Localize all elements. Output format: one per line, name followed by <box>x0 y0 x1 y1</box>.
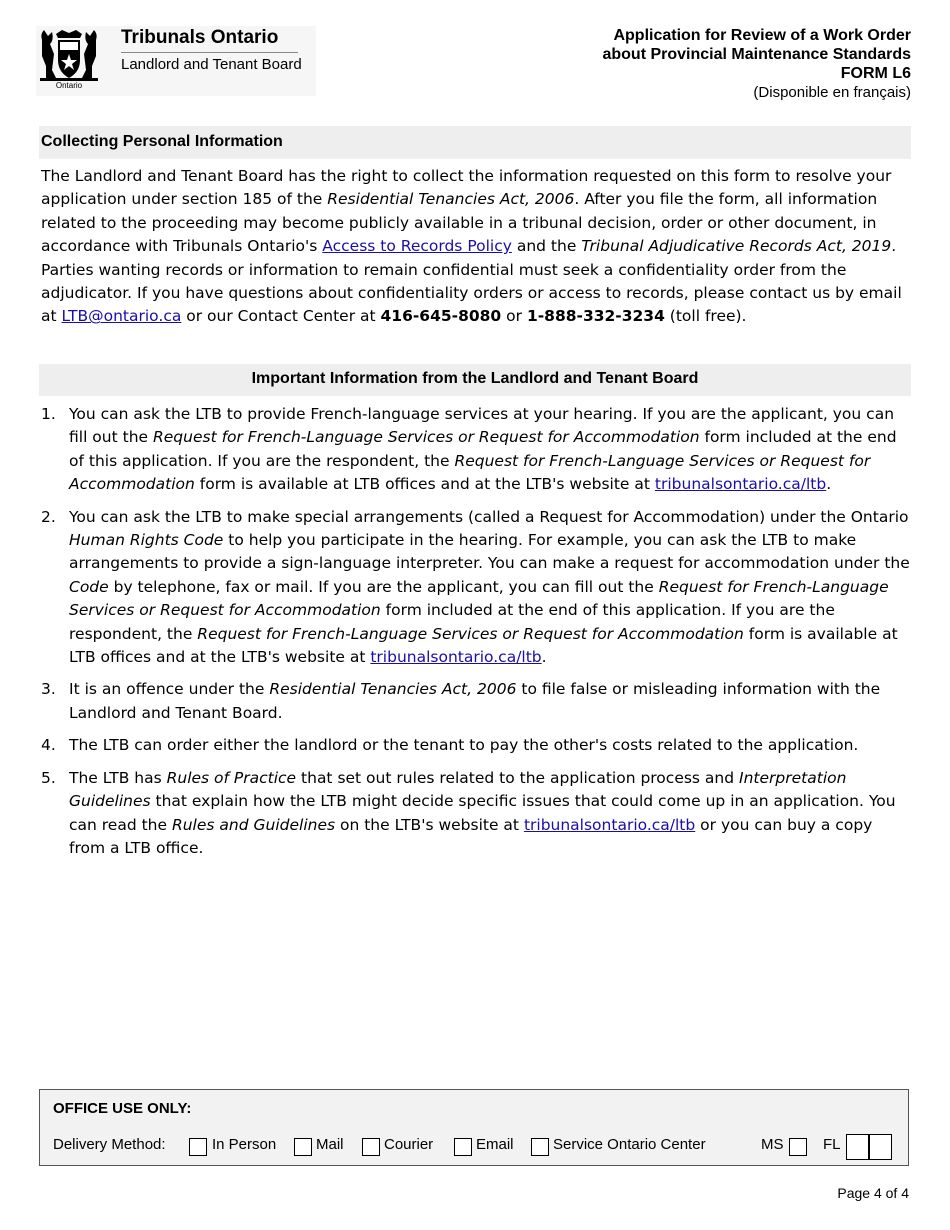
ms-label: MS <box>761 1136 784 1153</box>
in-person-checkbox[interactable] <box>189 1138 207 1156</box>
phone-local: 416-645-8080 <box>380 307 502 326</box>
section-heading-collecting: Collecting Personal Information <box>39 126 911 159</box>
office-use-box <box>39 1089 909 1166</box>
section-heading-important: Important Information from the Landlord and Tenant Board <box>39 364 911 396</box>
form-code: FORM L6 <box>840 65 911 82</box>
form-title <box>602 26 911 102</box>
delivery-method-label: Delivery Method: <box>53 1136 166 1153</box>
page-number: Page 4 of 4 <box>837 1185 909 1201</box>
fl-label: FL <box>823 1136 841 1153</box>
list-item: 5. The LTB has Rules of Practice that set out rules related to the application process and Interpretation Guidelines that explain how the LTB might decide specific issues that could come up in an application. You can read the Rules and Guidelines on the LTB's website at tribunalsontario.ca/ltb or you can buy a copy from a LTB office. <box>41 768 896 857</box>
page-header <box>0 0 950 110</box>
fl-input-box-2[interactable] <box>869 1134 892 1160</box>
form-title-line-1: Application for Review of a Work Order <box>613 27 911 44</box>
mail-checkbox[interactable] <box>294 1138 312 1156</box>
list-item: 2. You can ask the LTB to make special arrangements (called a Request for Accommodation) under the Ontario Human Rights Code to help you participate in the hearing. For example, you can ask the LTB to make arrangements to provide a sign-language interpreter. You can make a request for accommodation under the Code by telephone, fax or mail. If you are the applicant, you can fill out the Request for French-Language Services or Request for Accommodation form included at the end of this application. If you are the respondent, the Request for French-Language Services or Request for Accommodation form is available at LTB offices and at the LTB's website at tribunalsontario.ca/ltb. <box>41 507 910 667</box>
list-item: 1. You can ask the LTB to provide French-language services at your hearing. If you are the applicant, you can fill out the Request for French-Language Services or Request for Accommodation form included at the end of this application. If you are the respondent, the Request for French-Language Services or Request for Accommodation form is available at LTB offices and at the LTB's website at tribunalsontario.ca/ltb. <box>41 405 897 494</box>
mail-label: Mail <box>316 1136 344 1153</box>
ltb-website-link[interactable]: tribunalsontario.ca/ltb <box>523 815 696 834</box>
service-ontario-label: Service Ontario Center <box>553 1136 706 1153</box>
ltb-email-link[interactable]: LTB@ontario.ca <box>61 307 182 326</box>
fl-input-box-1[interactable] <box>846 1134 869 1160</box>
courier-checkbox[interactable] <box>362 1138 380 1156</box>
crest-label: Ontario <box>55 81 83 90</box>
access-to-records-link[interactable]: Access to Records Policy <box>322 237 512 256</box>
organization-name: Tribunals Ontario <box>121 27 279 48</box>
email-label: Email <box>476 1136 514 1153</box>
service-ontario-checkbox[interactable] <box>531 1138 549 1156</box>
list-item: 4. The LTB can order either the landlord or the tenant to pay the other's costs related to the application. <box>41 736 859 755</box>
ms-checkbox[interactable] <box>789 1138 807 1156</box>
board-name: Landlord and Tenant Board <box>121 56 302 73</box>
in-person-label: In Person <box>212 1136 277 1153</box>
ltb-website-link[interactable]: tribunalsontario.ca/ltb <box>654 475 827 494</box>
email-checkbox[interactable] <box>454 1138 472 1156</box>
courier-label: Courier <box>384 1136 434 1153</box>
office-use-title: OFFICE USE ONLY: <box>53 1100 192 1117</box>
phone-tollfree: 1-888-332-3234 <box>526 307 665 326</box>
tribunals-ontario-logo <box>36 26 316 96</box>
form-title-line-2: about Provincial Maintenance Standards <box>602 46 911 63</box>
ltb-website-link[interactable]: tribunalsontario.ca/ltb <box>370 648 542 667</box>
list-item: 3. It is an offence under the Residential Tenancies Act, 2006 to file false or misleading information with the Landlord and Tenant Board. <box>41 680 881 722</box>
language-note: (Disponible en français) <box>753 84 911 101</box>
divider <box>121 52 298 53</box>
important-info-list <box>41 403 911 869</box>
collecting-paragraph: The Landlord and Tenant Board has the right to collect the information requested on this form to resolve your application under section 185 of the Residential Tenancies Act, 2006. After you file the form, all information related to the proceeding may become publicly available in a tribunal decision, order or other document, in accordance with Tribunals Ontario's Access to Records Policy and the Tribunal Adjudicative Records Act, 2019. Parties wanting records or information to remain confidential must seek a confidentiality order from the adjudicator. If you have questions about confidentiality orders or access to records, please contact us by email at LTB@ontario.ca or our Contact Center at 416-645-8080 or 1-888-332-3234 (toll free). <box>41 167 902 326</box>
